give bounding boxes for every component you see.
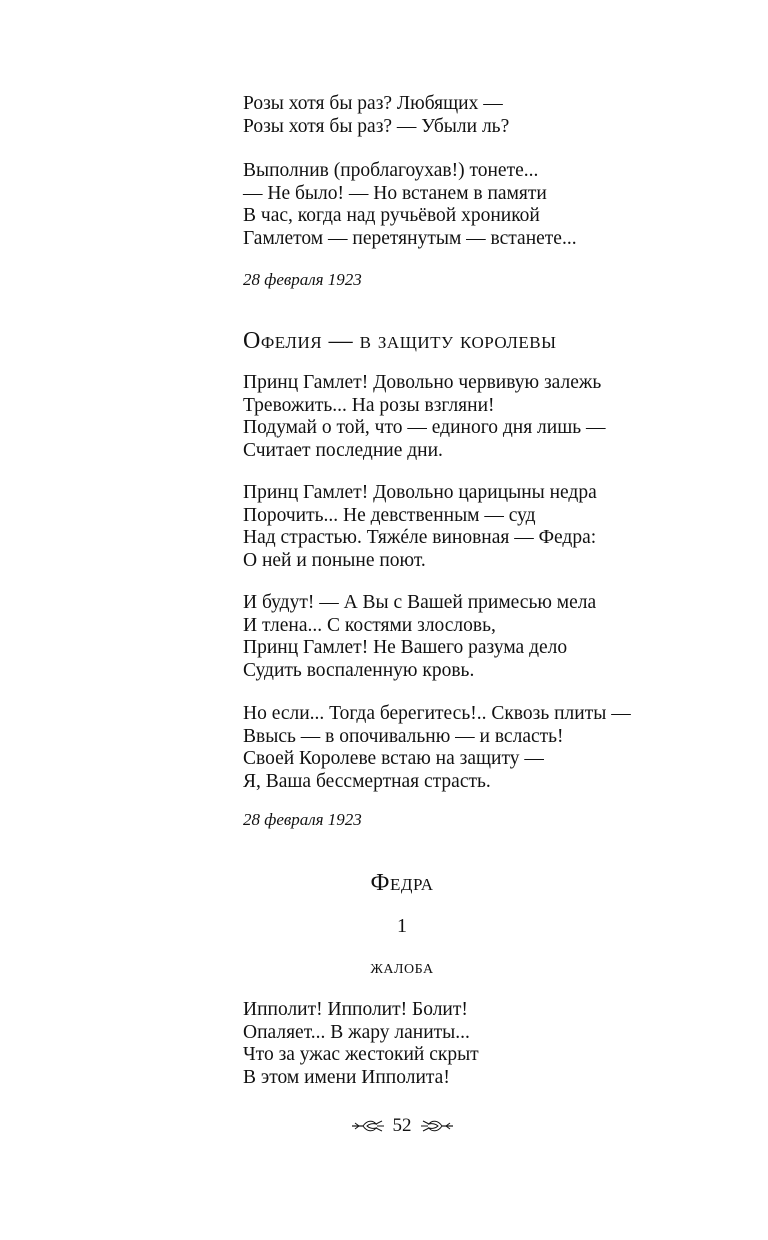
poem-line: Над страстью. Тяжéле виновная — Федра: (243, 527, 597, 548)
poem-line: Но если... Тогда берегитесь!.. Сквозь плиты — (243, 703, 631, 724)
poem-line: В час, когда над ручьёвой хроникой (243, 205, 540, 226)
poem-line: Гамлетом — перетянутым — встанете... (243, 227, 577, 249)
poem-line: Ввысь — в опочивальню — и всласть! (243, 725, 564, 747)
poem-date: 28 февраля 1923 (243, 810, 362, 829)
poem-line: Опаляет... В жару ланиты... (243, 1021, 470, 1043)
page-number: 52 (392, 1115, 412, 1136)
poem-line: Я, Ваша бессмертная страсть. (243, 770, 491, 792)
poem-line: Ипполит! Ипполит! Болит! (243, 999, 468, 1020)
poem-line: Считает последние дни. (243, 439, 443, 461)
poem-subtitle: ЖАЛОБА (370, 962, 434, 977)
poem-line: И будут! — А Вы с Вашей примесью мела (243, 592, 597, 613)
poem-line: В этом имени Ипполита! (243, 1066, 450, 1088)
fedra-stanza-1 (243, 999, 479, 1089)
part-number: 1 (397, 915, 407, 937)
poem-line: Розы хотя бы раз? Любящих — (243, 93, 503, 114)
page-footer (0, 1113, 768, 1139)
poem-date: 28 февраля 1923 (243, 270, 362, 289)
fleuron-left-icon (351, 1119, 385, 1133)
ophelia-stanza-3 (243, 592, 596, 682)
poem-line: Принц Гамлет! Не Вашего разума дело (243, 637, 568, 658)
poem-line: Порочить... Не девственным — суд (243, 504, 536, 526)
poem-line: Судить воспаленную кровь. (243, 659, 475, 681)
poem-line: Выполнив (проблагоухав!) тонете... (243, 160, 539, 181)
fleuron-right-icon (420, 1119, 454, 1133)
poem-line: И тлена... С костями злословь, (243, 614, 496, 636)
ophelia-stanza-1 (243, 372, 605, 462)
stanza-top-2 (243, 160, 577, 250)
poem-title: Офелия — в защиту королевы (243, 328, 557, 354)
cycle-title: Федра (370, 870, 434, 896)
poem-line: Своей Королеве встаю на защиту — (243, 748, 544, 769)
poem-line: О ней и поныне поют. (243, 549, 426, 571)
poem-line: Принц Гамлет! Довольно царицыны недра (243, 482, 597, 503)
stanza-top-1 (243, 93, 509, 138)
poem-line: Подумай о той, что — единого дня лишь — (243, 417, 606, 438)
ophelia-stanza-4 (243, 703, 631, 793)
poem-line: Что за ужас жестокий скрыт (243, 1044, 479, 1065)
ophelia-stanza-2 (243, 482, 597, 572)
poem-line: Розы хотя бы раз? — Убыли ль? (243, 115, 510, 137)
poem-line: — Не было! — Но встанем в памяти (243, 182, 547, 204)
poem-line: Тревожить... На розы взгляни! (243, 394, 495, 416)
poem-line: Принц Гамлет! Довольно червивую залежь (243, 372, 602, 393)
